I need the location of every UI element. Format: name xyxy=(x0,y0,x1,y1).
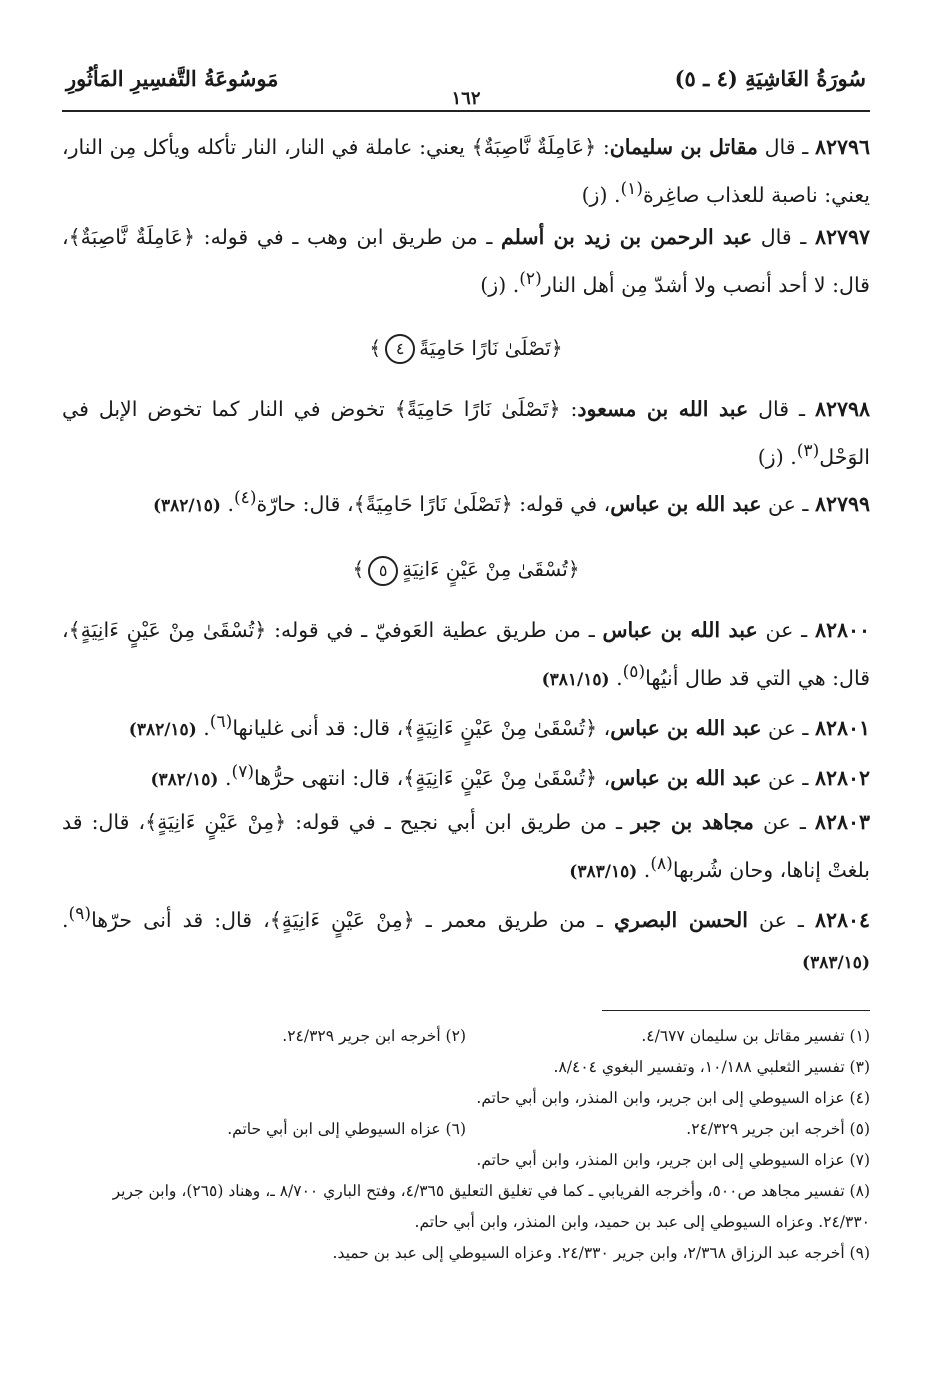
ayah-number-mark: ٥ xyxy=(368,556,398,586)
ayah-close: ﴾ xyxy=(369,335,382,360)
source-reference: (٣٨٢/١٥) xyxy=(150,769,219,790)
footnote-marker: (٤) xyxy=(234,488,257,509)
footnote: (٦) عزاه السيوطي إلى ابن أبي حاتم. xyxy=(227,1120,466,1139)
page-header xyxy=(62,56,870,112)
source-reference: (٣٨٣/١٥) xyxy=(802,953,870,974)
ayah-number-mark: ٤ xyxy=(385,334,415,364)
narrator-name: عبد الله بن عباس xyxy=(610,492,762,517)
hadith-number: ٨٢٨٠٤ xyxy=(814,907,870,932)
hadith-text: ـ عن xyxy=(761,715,815,740)
footnote: (٣) تفسير الثعلبي ١٠/١٨٨، وتفسير البغوي ٨/٤٠٤. xyxy=(553,1058,870,1077)
narrator-name: مجاهد بن جبر xyxy=(631,809,754,834)
footnote-marker: (١) xyxy=(620,179,644,199)
hadith-text: : ﴿عَامِلَةٌ نَّاصِبَةٌ﴾ يعني: عاملة في النار، النار تأكله ويأكل مِن النار، يعني: ناصبة للعذاب صاغِرة xyxy=(62,135,870,207)
footnote-row xyxy=(62,1021,870,1052)
hadith-text: ـ من طريق ابن أبي نجيح ـ في قوله: ﴿مِنْ عَيْنٍ ءَانِيَةٍ﴾، قال: قد بلغتْ إناها، وحان شُربها xyxy=(62,809,870,882)
footnote-marker: (٩) xyxy=(68,903,92,924)
footnote: (٧) عزاه السيوطي إلى ابن جرير، وابن المنذر، وابن أبي حاتم. xyxy=(476,1151,870,1170)
hadith-text: ـ عن xyxy=(747,907,815,932)
ayah-heading xyxy=(62,328,870,368)
hadith-text: ، في قوله: ﴿تَصْلَىٰ نَارًا حَامِيَةً﴾، قال: حارّة xyxy=(256,492,611,517)
source-reference: (٣٨٣/١٥) xyxy=(569,861,638,882)
book-running-title: مَوسُوعَةُ التَّفسِيرِ المَأثُورِ xyxy=(66,66,279,91)
hadith-text: ـ من طريق معمر ـ ﴿مِنْ عَيْنٍ ءَانِيَةٍ﴾، قال: قد أنى حرّها xyxy=(91,907,614,932)
narrator-name: مقاتل بن سليمان xyxy=(609,135,758,159)
hadith-tail: . xyxy=(218,765,232,790)
source-reference: (٣٨٢/١٥) xyxy=(152,496,221,517)
hadith-tail: . xyxy=(637,857,651,882)
source-reference: (٣٨٢/١٥) xyxy=(128,719,197,740)
surah-running-title: سُورَةُ الغَاشِيَةِ (٤ ـ ٥) xyxy=(674,66,866,91)
hadith-text: ، ﴿تُسْقَىٰ مِنْ عَيْنٍ ءَانِيَةٍ﴾، قال: قد أنى غليانها xyxy=(232,715,611,740)
hadith-text: ـ من طريق ابن وهب ـ في قوله: ﴿عَامِلَةٌ نَّاصِبَةٌ﴾، قال: لا أحد أنصب ولا أشدّ مِن أهل النار xyxy=(62,224,870,297)
narrator-name: الحسن البصري xyxy=(613,907,748,932)
footnote-marker: (٧) xyxy=(231,761,255,782)
hadith-number: ٨٢٧٩٩ xyxy=(814,492,870,517)
footnote-marker: (٦) xyxy=(209,712,233,733)
ayah-heading xyxy=(62,549,870,589)
footnote-marker: (٨) xyxy=(650,853,673,874)
hadith-entry xyxy=(62,388,870,478)
hadith-tail: . xyxy=(220,492,234,517)
hadith-text: ، ﴿تُسْقَىٰ مِنْ عَيْنٍ ءَانِيَةٍ﴾، قال: انتهى حرُّها xyxy=(254,765,611,790)
narrator-name: عبد الله بن عباس xyxy=(602,618,758,643)
hadith-text: ـ عن xyxy=(761,765,815,790)
hadith-number: ٨٢٨٠١ xyxy=(814,715,870,740)
narrator-name: عبد الله بن مسعود xyxy=(577,396,749,421)
hadith-text: ـ قال xyxy=(752,224,815,249)
hadith-text: ـ من طريق عطية العَوفيّ ـ في قوله: ﴿تُسْقَىٰ مِنْ عَيْنٍ ءَانِيَةٍ﴾، قال: هي التي قد طال أنيُها xyxy=(62,618,870,691)
hadith-text: ـ عن xyxy=(753,809,815,834)
hadith-text: ـ عن xyxy=(757,618,815,643)
narrator-name: عبد الله بن عباس xyxy=(610,765,762,790)
footnote: (٤) عزاه السيوطي إلى ابن جرير، وابن المنذر، وابن أبي حاتم. xyxy=(476,1089,870,1108)
hadith-entry xyxy=(62,216,870,306)
hadith-entry xyxy=(62,609,870,701)
hadith-number: ٨٢٧٩٦ xyxy=(814,135,871,159)
hadith-number: ٨٢٧٩٧ xyxy=(814,224,871,249)
hadith-text: ـ قال xyxy=(748,396,815,421)
hadith-text: ـ قال xyxy=(757,135,815,159)
page-body xyxy=(62,126,870,1269)
footnote-marker: (٢) xyxy=(519,268,542,289)
book-page xyxy=(62,56,870,1346)
hadith-number: ٨٢٨٠٣ xyxy=(814,809,870,834)
ayah-text: ﴿تَصْلَىٰ نَارًا حَامِيَةً xyxy=(419,335,563,360)
hadith-tail: . (ز) xyxy=(581,182,621,207)
page-number: ١٦٢ xyxy=(441,88,490,109)
narrator-name: عبد الرحمن بن زيد بن أسلم xyxy=(501,224,753,249)
hadith-entry xyxy=(62,701,870,751)
narrator-name: عبد الله بن عباس xyxy=(610,715,762,740)
footnote: (٨) تفسير مجاهد ص٥٠٠، وأخرجه الفريابي ـ كما في تغليق التعليق ٤/٣٦٥، وفتح الباري ٨/٧٠٠ ـ، وهناد (٢٦٥)، وابن جرير ٢٤/٣٣٠. وعزاه السيوطي إلى عبد بن حميد، وابن المنذر، وابن أبي حاتم. xyxy=(112,1182,870,1232)
hadith-tail: . xyxy=(62,907,69,932)
hadith-entry xyxy=(62,801,870,893)
hadith-entry xyxy=(62,751,870,801)
hadith-entry xyxy=(62,893,870,985)
footnote-separator xyxy=(602,1010,870,1011)
footnote: (٢) أخرجه ابن جرير ٢٤/٣٢٩. xyxy=(282,1027,466,1046)
hadith-tail: . xyxy=(609,666,623,691)
hadith-text: : ﴿تَصْلَىٰ نَارًا حَامِيَةً﴾ تخوض في النار كما تخوض الإبل في الوَحْل xyxy=(62,396,870,469)
hadith-tail: . xyxy=(196,715,210,740)
footnote: (٩) أخرجه عبد الرزاق ٢/٣٦٨، وابن جرير ٢٤/٣٣٠. وعزاه السيوطي إلى عبد بن حميد. xyxy=(332,1244,870,1263)
hadith-number: ٨٢٧٩٨ xyxy=(814,396,871,421)
hadith-number: ٨٢٨٠٢ xyxy=(814,765,870,790)
hadith-entry xyxy=(62,477,870,527)
footnote: (١) تفسير مقاتل بن سليمان ٤/٦٧٧. xyxy=(641,1027,870,1046)
footnote-row xyxy=(62,1114,870,1145)
hadith-entry xyxy=(62,126,870,216)
hadith-number: ٨٢٨٠٠ xyxy=(814,618,870,643)
hadith-tail: . (ز) xyxy=(757,444,797,469)
footnote: (٥) أخرجه ابن جرير ٢٤/٣٢٩. xyxy=(686,1120,870,1139)
footnote-marker: (٥) xyxy=(622,662,646,683)
footnotes xyxy=(62,1021,870,1269)
ayah-close: ﴾ xyxy=(352,557,365,582)
footnote-marker: (٣) xyxy=(796,440,820,461)
hadith-text: ـ عن xyxy=(761,492,815,517)
source-reference: (٣٨١/١٥) xyxy=(541,670,610,691)
hadith-tail: . (ز) xyxy=(480,272,520,297)
ayah-text: ﴿تُسْقَىٰ مِنْ عَيْنٍ ءَانِيَةٍ xyxy=(402,557,580,582)
